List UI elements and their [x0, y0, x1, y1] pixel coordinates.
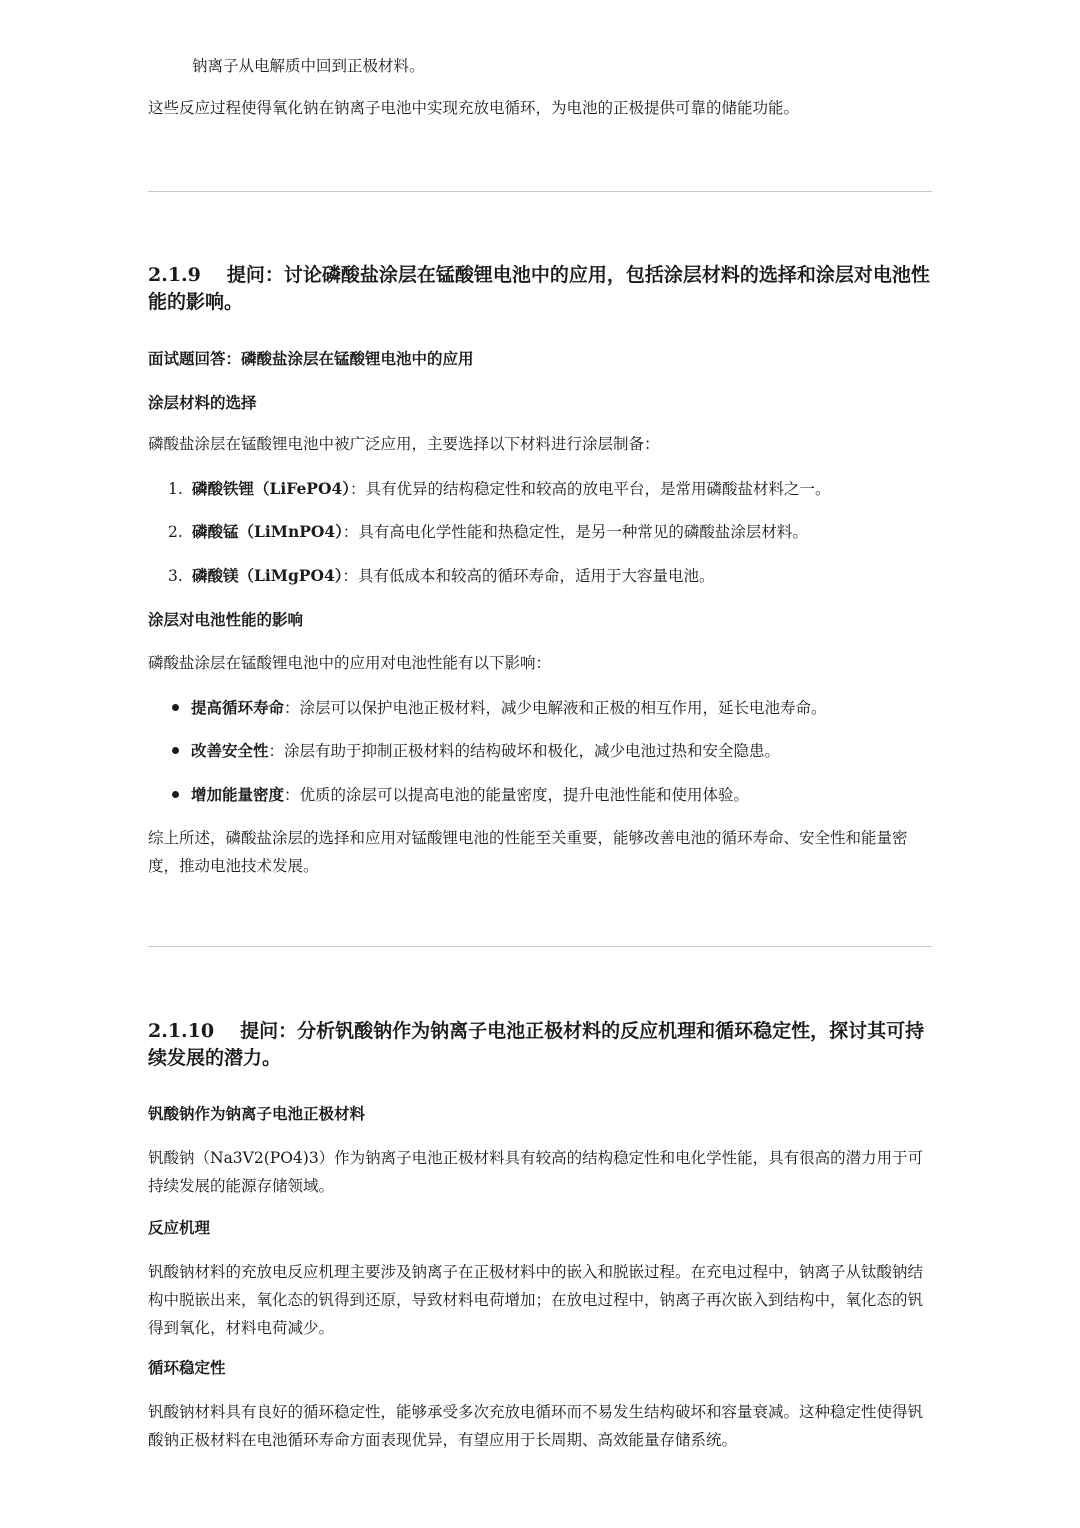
subheading-stability: 循环稳定性 — [148, 1358, 226, 1377]
bullet-icon — [172, 747, 179, 754]
effects-intro: 磷酸盐涂层在锰酸锂电池中的应用对电池性能有以下影响： — [148, 654, 552, 672]
section-divider — [148, 946, 932, 947]
list-item — [168, 520, 928, 544]
material-name: 磷酸镁（LiMgPO4） — [192, 566, 343, 585]
section-title: 提问：讨论磷酸盐涂层在锰酸锂电池中的应用，包括涂层材料的选择和涂层对电池性能的影响。 — [148, 264, 930, 313]
section-heading-2-1-9 — [148, 262, 932, 316]
materials-intro: 磷酸盐涂层在锰酸锂电池中被广泛应用，主要选择以下材料进行涂层制备： — [148, 435, 660, 453]
section-divider — [148, 191, 932, 192]
effect-name: 改善安全性 — [191, 741, 269, 760]
effect-desc: ：涂层可以保护电池正极材料，减少电解液和正极的相互作用，延长电池寿命。 — [284, 699, 827, 717]
stability-paragraph: 钒酸钠材料具有良好的循环稳定性，能够承受多次充放电循环而不易发生结构破坏和容量衰减。这种稳定性使得钒酸钠正极材料在电池循环寿命方面表现优异，有望应用于长周期、高效能量存储系统。 — [148, 1403, 924, 1449]
overview-paragraph: 钒酸钠（Na3V2(PO4)3）作为钠离子电池正极材料具有较高的结构稳定性和电化学性能，具有很高的潜力用于可持续发展的能源存储领域。 — [148, 1149, 924, 1195]
material-desc: ：具有高电化学性能和热稳定性，是另一种常见的磷酸盐涂层材料。 — [342, 523, 808, 541]
list-item — [168, 739, 928, 763]
subheading-mechanism: 反应机理 — [148, 1218, 211, 1237]
materials-heading: 涂层材料的选择 — [148, 393, 257, 412]
section-heading-2-1-10 — [148, 1018, 932, 1072]
material-name: 磷酸铁锂（LiFePO4） — [192, 479, 350, 498]
conclusion-paragraph: 综上所述，磷酸盐涂层的选择和应用对锰酸锂电池的性能至关重要，能够改善电池的循环寿命、安全性和能量密度，推动电池技术发展。 — [148, 829, 908, 875]
material-desc: ：具有低成本和较高的循环寿命，适用于大容量电池。 — [342, 567, 715, 585]
section-number: 2.1.9 — [148, 264, 201, 286]
summary-paragraph: 这些反应过程使得氧化钠在钠离子电池中实现充放电循环，为电池的正极提供可靠的储能功能。 — [148, 99, 800, 117]
section-title: 提问：分析钒酸钠作为钠离子电池正极材料的反应机理和循环稳定性，探讨其可持续发展的潜力。 — [148, 1020, 925, 1069]
effects-heading: 涂层对电池性能的影响 — [148, 610, 304, 629]
list-number: 3. — [168, 567, 183, 585]
material-name: 磷酸锰（LiMnPO4） — [192, 522, 343, 541]
continuation-text: 钠离子从电解质中回到正极材料。 — [192, 57, 425, 75]
list-item — [168, 477, 928, 501]
effect-desc: ：涂层有助于抑制正极材料的结构破坏和极化，减少电池过热和安全隐患。 — [268, 742, 781, 760]
effect-desc: ：优质的涂层可以提高电池的能量密度，提升电池性能和使用体验。 — [284, 786, 750, 804]
bullet-icon — [172, 704, 179, 711]
list-item — [168, 783, 928, 807]
list-item — [168, 564, 928, 588]
effect-name: 增加能量密度 — [191, 785, 285, 804]
section-number: 2.1.10 — [148, 1020, 215, 1042]
material-desc: ：具有优异的结构稳定性和较高的放电平台，是常用磷酸盐材料之一。 — [350, 480, 831, 498]
bullet-icon — [172, 791, 179, 798]
list-item — [168, 696, 928, 720]
list-number: 1. — [168, 480, 183, 498]
effect-name: 提高循环寿命 — [191, 698, 285, 717]
answer-heading: 面试题回答：磷酸盐涂层在锰酸锂电池中的应用 — [148, 349, 474, 368]
list-number: 2. — [168, 523, 183, 541]
subheading-overview: 钒酸钠作为钠离子电池正极材料 — [148, 1104, 366, 1123]
mechanism-paragraph: 钒酸钠材料的充放电反应机理主要涉及钠离子在正极材料中的嵌入和脱嵌过程。在充电过程中，钠离子从钛酸钠结构中脱嵌出来，氧化态的钒得到还原，导致材料电荷增加；在放电过程中，钠离子再次嵌入到结构中，氧化态的钒得到氧化，材料电荷减少。 — [148, 1263, 924, 1337]
